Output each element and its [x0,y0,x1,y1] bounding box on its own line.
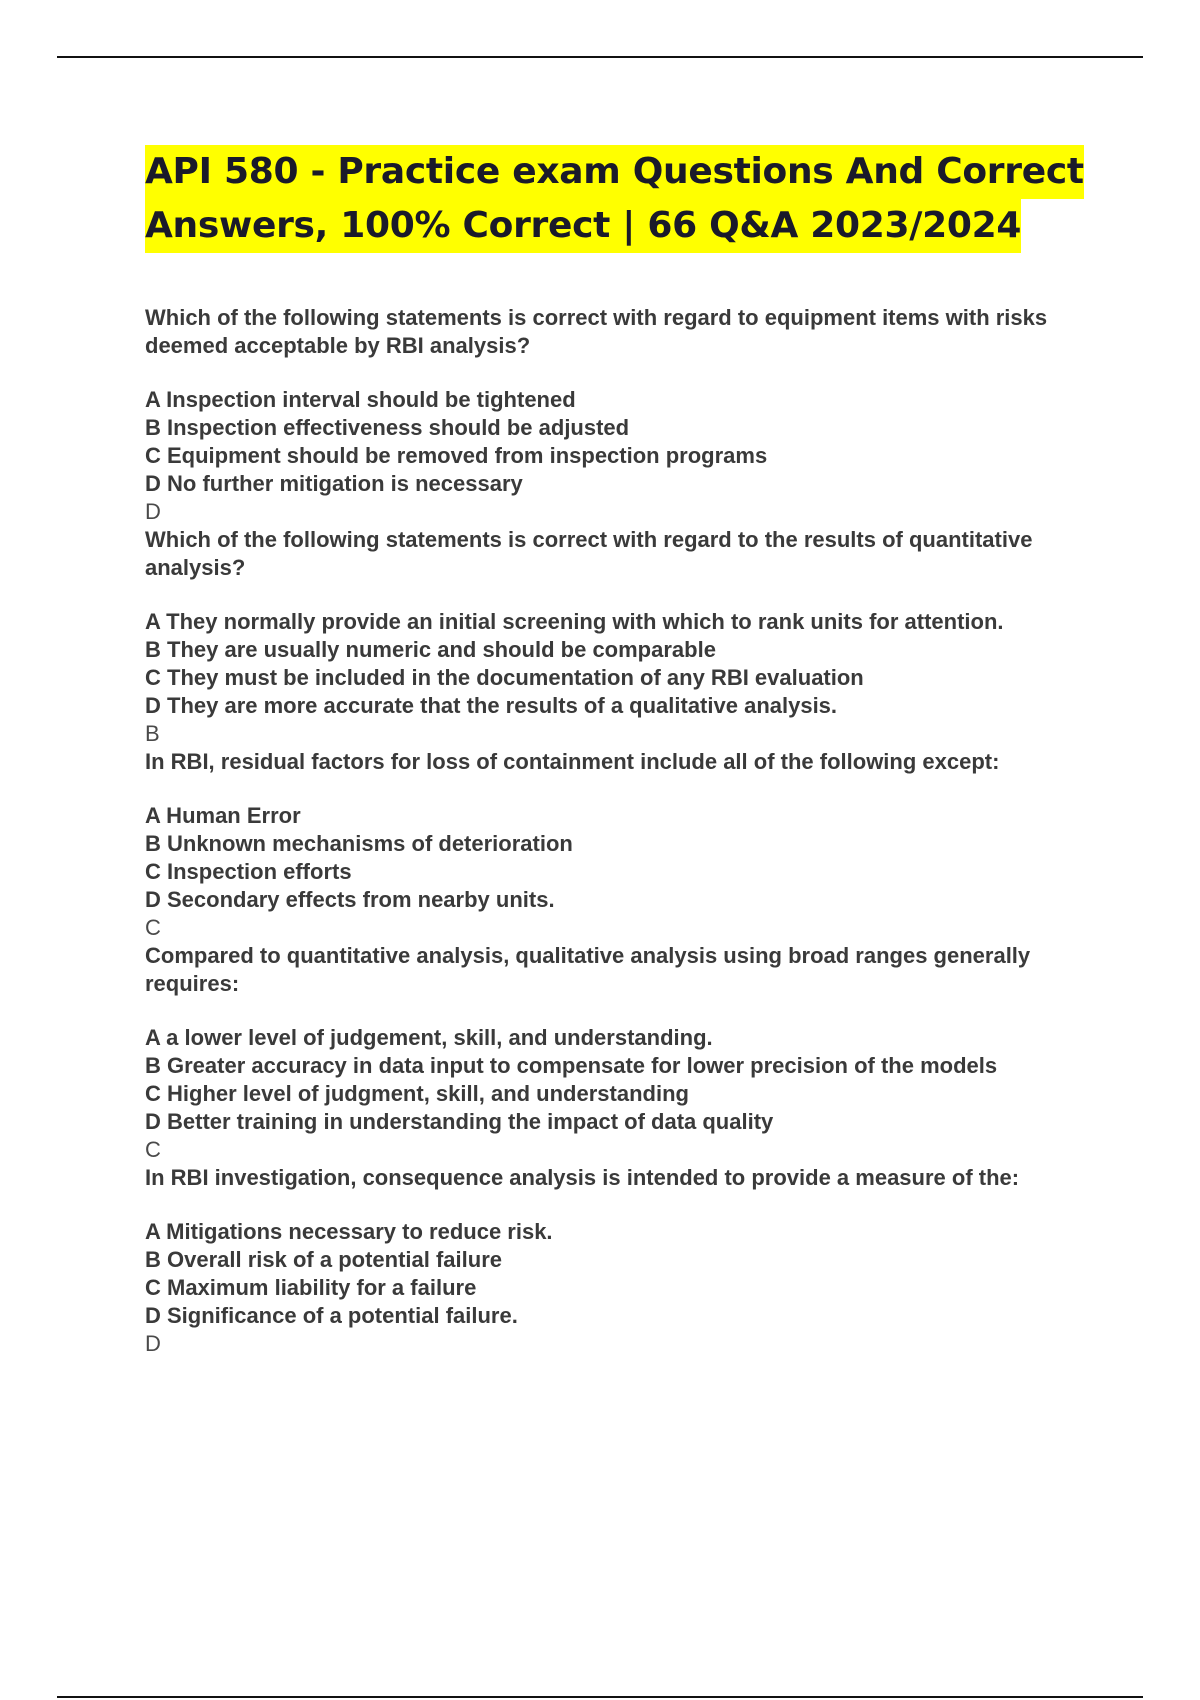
option-d: D No further mitigation is necessary [145,471,523,496]
question-block-5 [145,1164,1100,1358]
question-text: Compared to quantitative analysis, qualitative analysis using broad ranges generally requires: [145,943,1031,996]
option-b: B Overall risk of a potential failure [145,1247,502,1272]
option-b: B Inspection effectiveness should be adjusted [145,415,630,440]
question-block-3 [145,748,1100,942]
option-a: A a lower level of judgement, skill, and understanding. [145,1025,713,1050]
option-a: A They normally provide an initial screening with which to rank units for attention. [145,609,1004,634]
answer-key: B [145,721,160,746]
question-text: Which of the following statements is correct with regard to equipment items with risks deemed acceptable by RBI analysis? [145,305,1048,358]
option-c: C Inspection efforts [145,859,352,884]
answer-key: C [145,915,161,940]
option-d: D They are more accurate that the results of a qualitative analysis. [145,693,838,718]
question-block-1 [145,304,1100,526]
option-c: C Equipment should be removed from inspection programs [145,443,768,468]
question-block-4 [145,942,1100,1164]
option-c: C Maximum liability for a failure [145,1275,477,1300]
option-list [145,1218,1100,1330]
qa-list [145,304,1100,1358]
option-list [145,802,1100,914]
option-b: B Greater accuracy in data input to compensate for lower precision of the models [145,1053,998,1078]
top-rule [57,56,1143,58]
document-title [145,145,1105,253]
bottom-rule [57,1696,1143,1698]
title-line-2: Answers, 100% Correct | 66 Q&A 2023/2024 [145,199,1021,253]
answer-key: D [145,499,161,524]
option-a: A Inspection interval should be tightened [145,387,576,412]
option-list [145,1024,1100,1136]
answer-key: D [145,1331,161,1356]
option-d: D Significance of a potential failure. [145,1303,518,1328]
option-b: B They are usually numeric and should be comparable [145,637,716,662]
option-d: D Better training in understanding the impact of data quality [145,1109,774,1134]
question-text: Which of the following statements is correct with regard to the results of quantitative analysis? [145,527,1033,580]
question-text: In RBI investigation, consequence analysis is intended to provide a measure of the: [145,1165,1020,1190]
answer-key: C [145,1137,161,1162]
question-block-2 [145,526,1100,748]
option-c: C They must be included in the documentation of any RBI evaluation [145,665,864,690]
option-list [145,608,1100,720]
option-c: C Higher level of judgment, skill, and understanding [145,1081,689,1106]
question-text: In RBI, residual factors for loss of containment include all of the following except: [145,749,1000,774]
option-b: B Unknown mechanisms of deterioration [145,831,573,856]
option-a: A Human Error [145,803,301,828]
option-a: A Mitigations necessary to reduce risk. [145,1219,553,1244]
option-list [145,386,1100,498]
title-line-1: API 580 - Practice exam Questions And Correct [145,145,1084,199]
option-d: D Secondary effects from nearby units. [145,887,555,912]
